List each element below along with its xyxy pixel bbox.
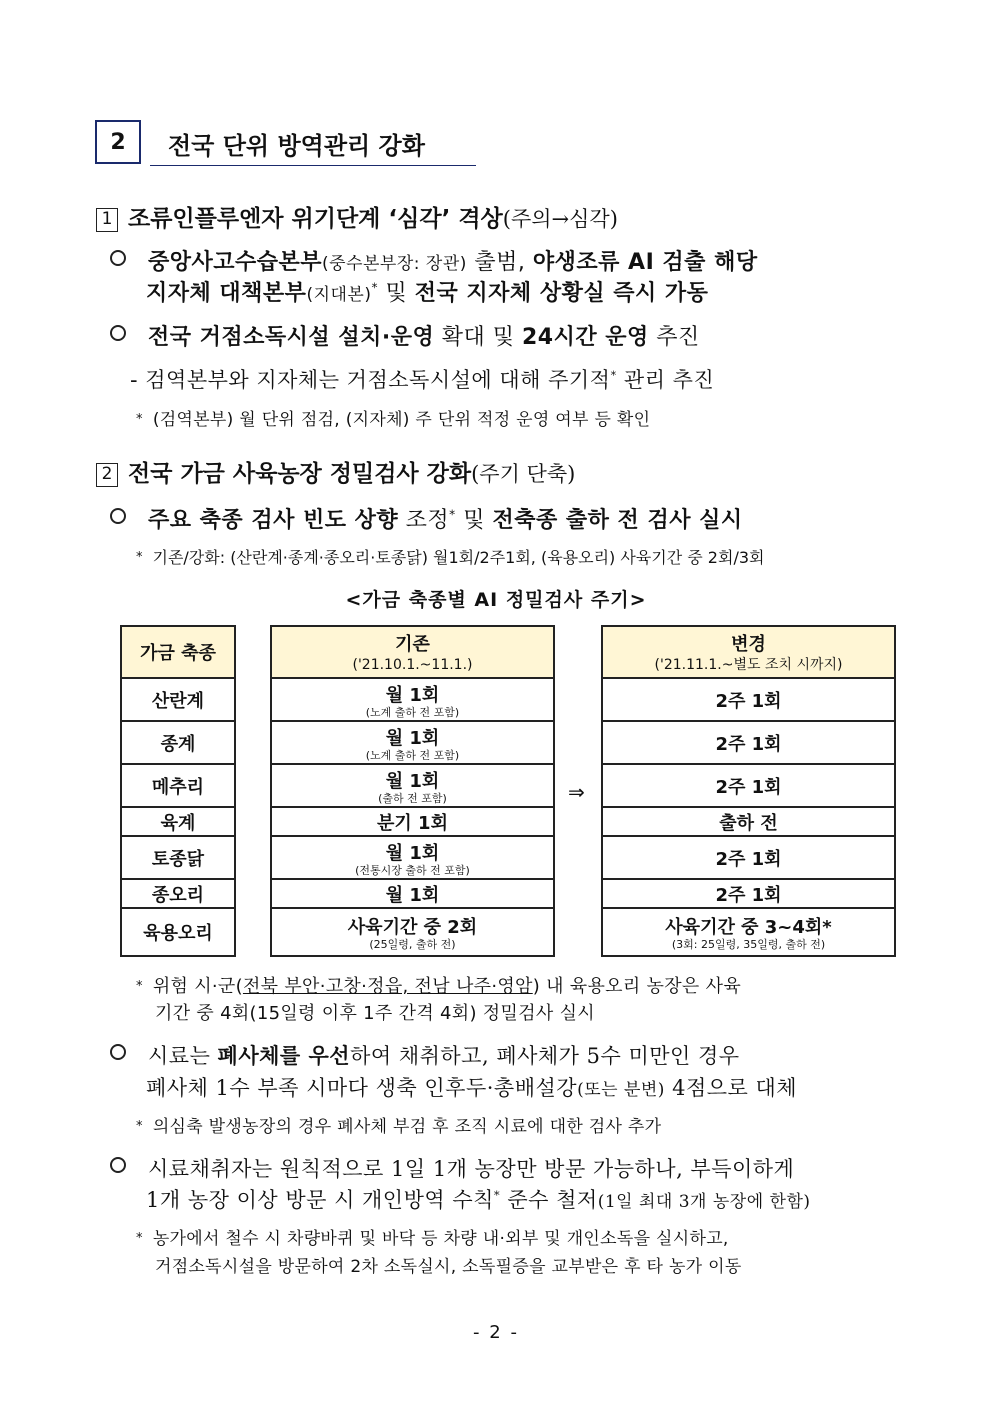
before-cell: 월 1회 (전통시장 출하 전 포함) [271, 836, 554, 879]
table-species-column [120, 625, 236, 957]
species-cell: 육용오리 [121, 908, 235, 956]
before-header: 기존 ('21.10.1.~11.1.) [271, 626, 554, 678]
before-cell: 분기 1회 [271, 807, 554, 836]
table-before-column [270, 625, 555, 957]
after-cell: 사육기간 중 3~4회* (3회: 25일령, 35일령, 출하 전) [602, 908, 895, 956]
table-after-column [601, 625, 896, 957]
page-number: - 2 - [473, 1322, 519, 1343]
circle-bullet-icon [110, 250, 126, 266]
before-cell: 월 1회 [271, 879, 554, 908]
item2-bullet1: 주요 축종 검사 빈도 상향 조정* 및 전축종 출하 전 검사 실시 [110, 503, 743, 534]
sample-note: * 의심축 발생농장의 경우 폐사체 부검 후 조직 시료에 대한 검사 추가 [136, 1117, 662, 1137]
table-note1-line2: 기간 중 4회(15일령 이후 1주 간격 4회) 정밀검사 실시 [155, 1003, 595, 1024]
after-cell: 출하 전 [602, 807, 895, 836]
item1-title: 조류인플루엔자 위기단계 ‘심각’ 격상 [128, 206, 503, 232]
bullet-sample-line2: 폐사체 1수 부족 시마다 생축 인후두·총배설강(또는 분변) 4점으로 대체 [146, 1076, 798, 1100]
circle-bullet-icon [110, 1157, 126, 1173]
item2-number: 2 [96, 463, 118, 487]
item2-title-paren: (주기 단축) [471, 462, 576, 486]
after-cell: 2주 1회 [602, 678, 895, 721]
item1-heading [96, 200, 618, 233]
table-note1-line1: * 위험 시·군(전북 부안·고창·정읍, 전남 나주·영암) 내 육용오리 농장은 사육 [136, 976, 742, 997]
arrow-icon: ⇒ [568, 780, 585, 804]
bullet-sample-line1: 시료는 폐사체를 우선하여 채취하고, 폐사체가 5수 미만인 경우 [110, 1040, 740, 1070]
item2-note: * 기존/강화: (산란계·종계·종오리·토종닭) 월1회/2주1회, (육용오리) 사육기간 중 2회/3회 [136, 548, 765, 567]
after-cell: 2주 1회 [602, 764, 895, 807]
bullet-collector-line2: 1개 농장 이상 방문 시 개인방역 수칙* 준수 철저(1일 최대 3개 농장에 한함) [146, 1188, 811, 1212]
item1-bullet2: 전국 거점소독시설 설치·운영 확대 및 24시간 운영 추진 [110, 320, 700, 351]
item1-bullet1-line1: 중앙사고수습본부(중수본부장: 장관) 출범, 야생조류 AI 검출 해당 [110, 245, 758, 276]
after-cell: 2주 1회 [602, 721, 895, 764]
collector-note-line1: * 농가에서 철수 시 차량바퀴 및 바닥 등 차량 내·외부 및 개인소독을 실시하고, [136, 1229, 729, 1249]
item1-title-paren: (주의→심각) [502, 207, 618, 231]
species-cell: 토종닭 [121, 836, 235, 879]
after-cell: 2주 1회 [602, 836, 895, 879]
before-cell: 월 1회 (노계 출하 전 포함) [271, 678, 554, 721]
collector-note-line2: 거점소독시설을 방문하여 2차 소독실시, 소독필증을 교부받은 후 타 농가 이동 [155, 1257, 742, 1277]
item1-dash-line: - 검역본부와 지자체는 거점소독시설에 대해 주기적* 관리 추진 [130, 368, 715, 392]
species-header: 가금 축종 [121, 626, 235, 678]
after-header: 변경 ('21.11.1.~별도 조치 시까지) [602, 626, 895, 678]
species-cell: 산란계 [121, 678, 235, 721]
item1-note: * (검역본부) 월 단위 점검, (지자체) 주 단위 적정 운영 여부 등 확인 [136, 410, 651, 430]
bullet-collector-line1: 시료채취자는 원칙적으로 1일 1개 농장만 방문 가능하나, 부득이하게 [110, 1153, 794, 1183]
item1-bullet1-line2: 지자체 대책본부(지대본)* 및 전국 지자체 상황실 즉시 가동 [146, 280, 709, 306]
species-cell: 육계 [121, 807, 235, 836]
species-cell: 메추리 [121, 764, 235, 807]
before-cell: 사육기간 중 2회 (25일령, 출하 전) [271, 908, 554, 956]
table-caption: <가금 축종별 AI 정밀검사 주기> [345, 589, 647, 611]
item1-number: 1 [96, 208, 118, 232]
item2-title: 전국 가금 사육농장 정밀검사 강화 [128, 461, 472, 487]
species-cell: 종계 [121, 721, 235, 764]
section-number: 2 [95, 120, 141, 164]
before-cell: 월 1회 (출하 전 포함) [271, 764, 554, 807]
circle-bullet-icon [110, 325, 126, 341]
before-cell: 월 1회 (노계 출하 전 포함) [271, 721, 554, 764]
species-cell: 종오리 [121, 879, 235, 908]
circle-bullet-icon [110, 1044, 126, 1060]
circle-bullet-icon [110, 508, 126, 524]
item2-heading [96, 455, 575, 488]
section-underline [150, 165, 476, 166]
section-title: 전국 단위 방역관리 강화 [168, 132, 425, 160]
after-cell: 2주 1회 [602, 879, 895, 908]
